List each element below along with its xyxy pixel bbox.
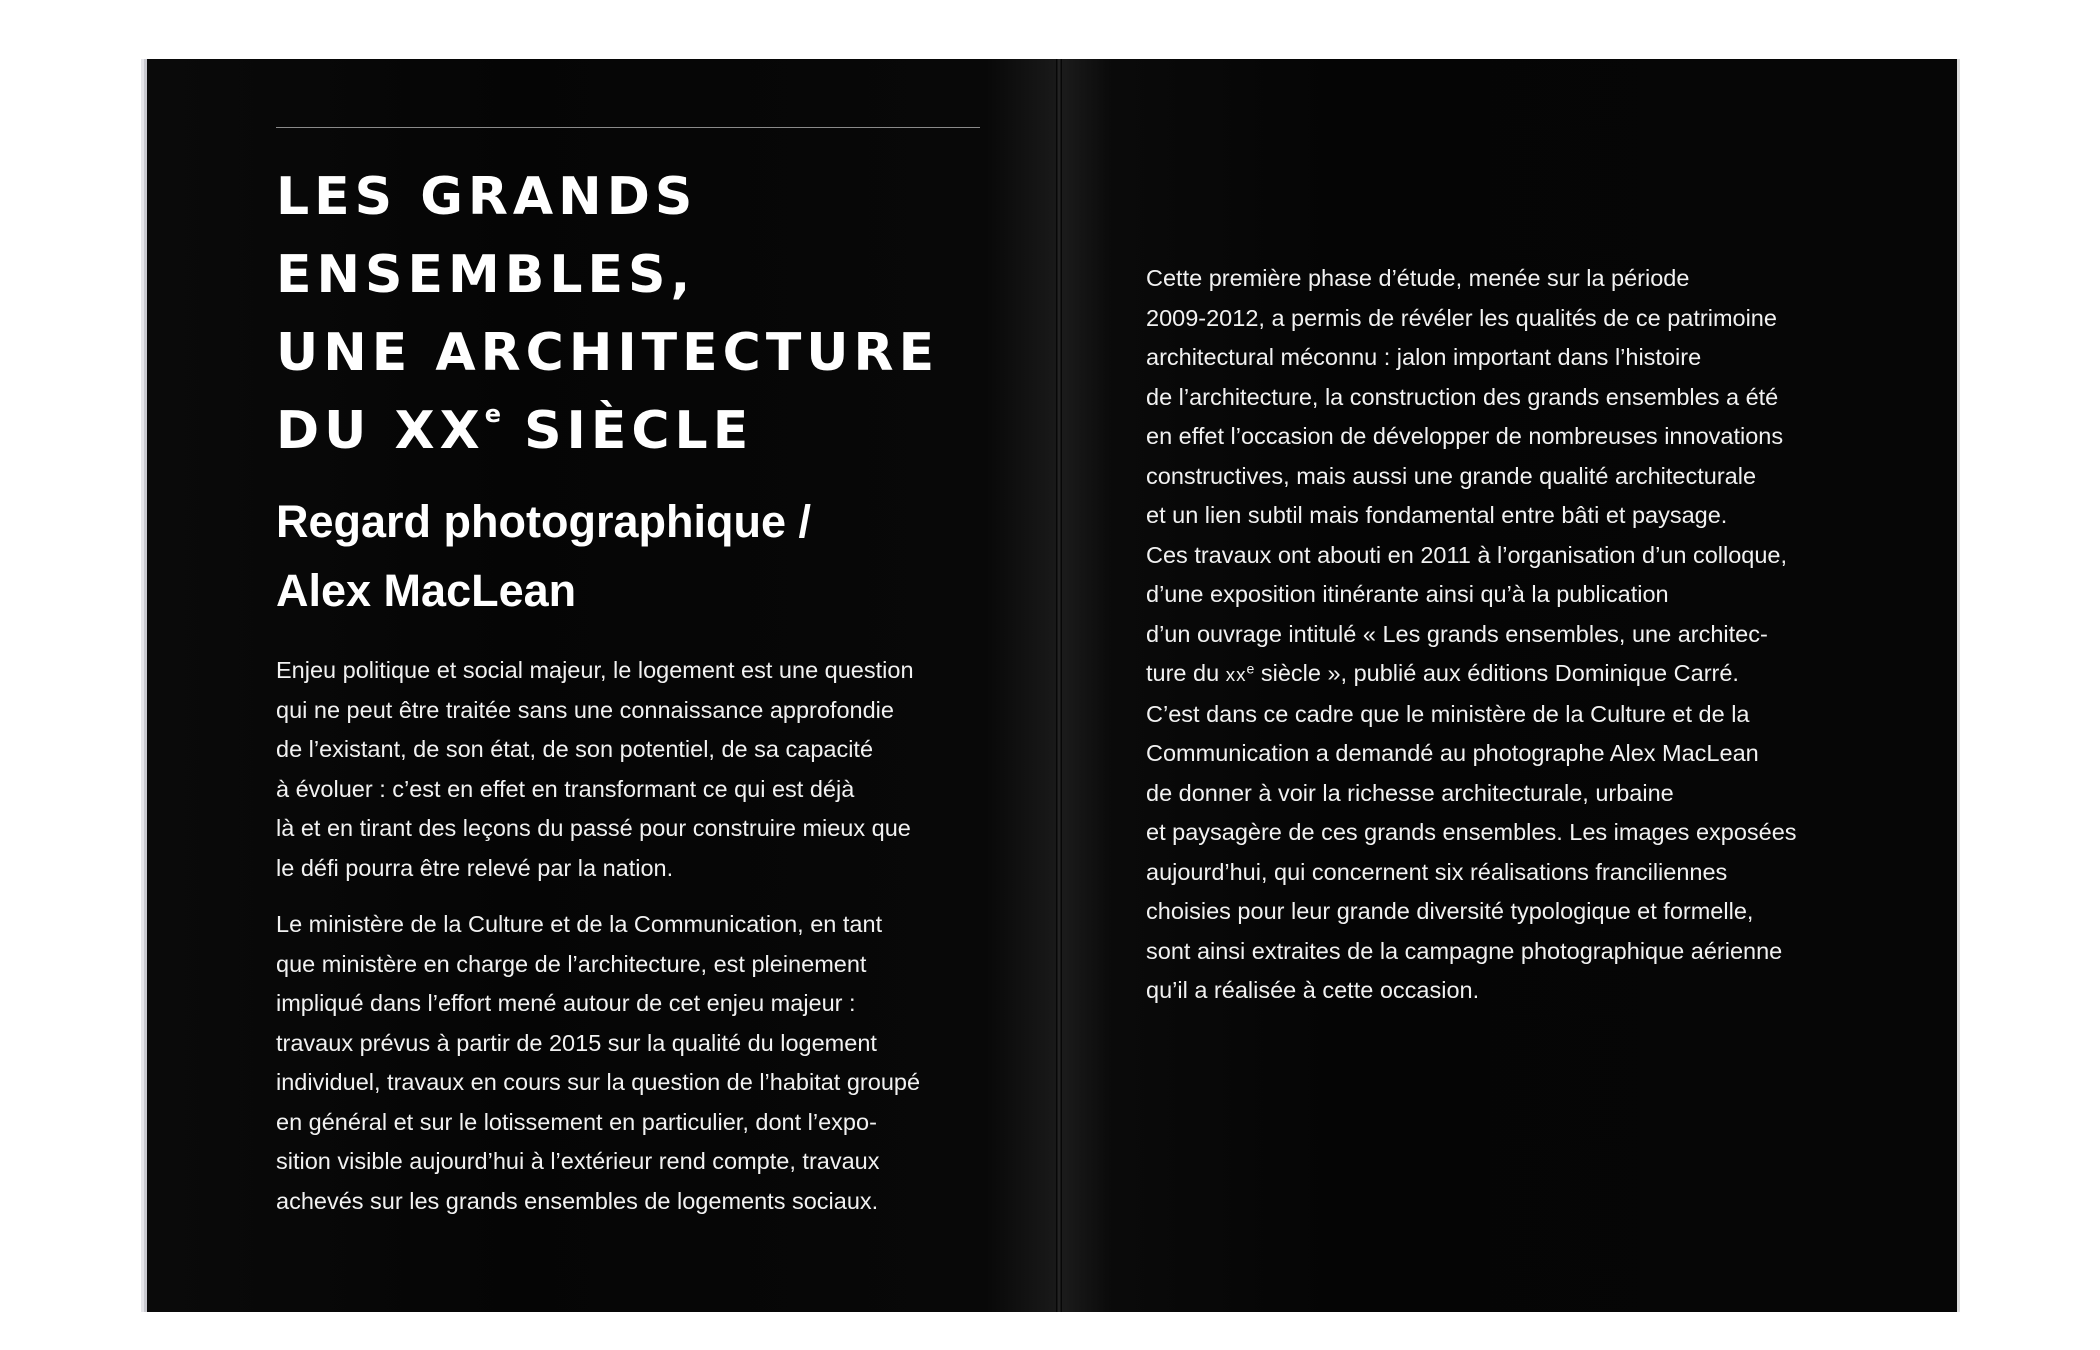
text-line-century <box>1146 654 1866 695</box>
title-superscript: e <box>484 400 501 428</box>
paragraph-1 <box>276 651 996 888</box>
text-line: 2009-2012, a permis de révéler les qualités de ce patrimoine <box>1146 304 1777 331</box>
title-line: LES GRANDS <box>276 167 698 227</box>
text-line: constructives, mais aussi une grande qualité architecturale <box>1146 462 1757 489</box>
text-line: d’un ouvrage intitulé « Les grands ensembles, une architec- <box>1146 620 1768 647</box>
text-line: que ministère en charge de l’architecture, est pleinement <box>276 950 867 977</box>
text-line: et paysagère de ces grands ensembles. Les images exposées <box>1146 819 1797 845</box>
text-line: qu’il a réalisée à cette occasion. <box>1146 977 1480 1003</box>
text-line: là et en tirant des leçons du passé pour construire mieux que <box>276 815 911 841</box>
title-line-century <box>276 392 1036 470</box>
text-fragment: siècle », publié aux éditions Dominique Carré. <box>1254 660 1739 686</box>
text-line: impliqué dans l’effort mené autour de cet enjeu majeur : <box>276 990 856 1016</box>
text-line: de l’existant, de son état, de son potentiel, de sa capacité <box>276 736 874 762</box>
title-rule <box>276 127 980 128</box>
text-line: de donner à voir la richesse architecturale, urbaine <box>1146 779 1674 806</box>
text-line: achevés sur les grands ensembles de logements sociaux. <box>276 1187 879 1214</box>
text-line: et un lien subtil mais fondamental entre bâti et paysage. <box>1146 502 1728 528</box>
text-line: qui ne peut être traitée sans une connaissance approfondie <box>276 696 894 723</box>
text-line: en effet l’occasion de développer de nombreuses innovations <box>1146 423 1784 449</box>
text-line: Communication a demandé au photographe Alex MacLean <box>1146 740 1759 766</box>
text-line: le défi pourra être relevé par la nation. <box>276 854 674 881</box>
right-body-text <box>1146 259 1866 1011</box>
text-line: sition visible aujourd’hui à l’extérieur rend compte, travaux <box>276 1148 880 1174</box>
title-line: ENSEMBLES, <box>276 245 696 305</box>
text-line: en général et sur le lotissement en particulier, dont l’expo- <box>276 1108 877 1135</box>
text-line: architectural méconnu : jalon important dans l’histoire <box>1146 344 1702 370</box>
subtitle-line: Alex MacLean <box>276 565 577 616</box>
text-line: individuel, travaux en cours sur la question de l’habitat groupé <box>276 1069 921 1095</box>
roman-numeral: xx <box>1225 664 1247 685</box>
title-line: DU XX <box>276 401 485 461</box>
book-gutter <box>1056 59 1062 1312</box>
paragraph-2 <box>276 905 996 1221</box>
page-title <box>276 158 1036 470</box>
text-fragment: ture du <box>1146 660 1226 686</box>
title-line: UNE ARCHITECTURE <box>276 323 940 383</box>
text-line: choisies pour leur grande diversité typologique et formelle, <box>1146 898 1754 924</box>
text-line: C’est dans ce cadre que le ministère de la Culture et de la <box>1146 700 1750 727</box>
title-line-tail: SIÈCLE <box>500 401 754 461</box>
text-superscript: e <box>1246 660 1255 677</box>
text-line: Ces travaux ont abouti en 2011 à l’organisation d’un colloque, <box>1146 541 1788 568</box>
text-line: Enjeu politique et social majeur, le logement est une question <box>276 657 914 683</box>
text-line: Cette première phase d’étude, menée sur la période <box>1146 265 1690 291</box>
text-line: sont ainsi extraites de la campagne photographique aérienne <box>1146 937 1783 964</box>
text-line: de l’architecture, la construction des grands ensembles a été <box>1146 383 1779 410</box>
text-line: d’une exposition itinérante ainsi qu’à la publication <box>1146 581 1669 607</box>
page-subtitle <box>276 487 996 625</box>
subtitle-line: Regard photographique / <box>276 496 811 547</box>
text-line: à évoluer : c’est en effet en transformant ce qui est déjà <box>276 775 855 802</box>
text-line: travaux prévus à partir de 2015 sur la qualité du logement <box>276 1029 877 1056</box>
text-line: aujourd’hui, qui concernent six réalisations franciliennes <box>1146 858 1728 885</box>
text-line: Le ministère de la Culture et de la Communication, en tant <box>276 911 883 937</box>
left-body-text <box>276 651 996 1221</box>
